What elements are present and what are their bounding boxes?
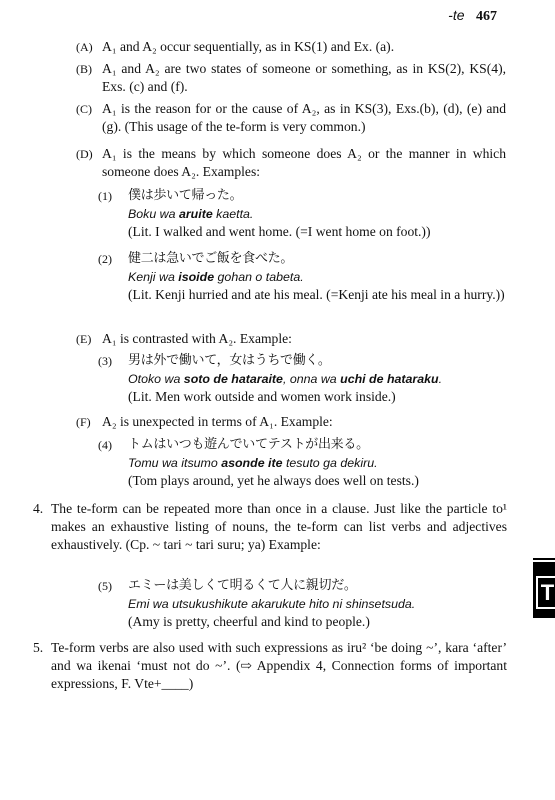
example-number: (4) — [98, 438, 112, 452]
item-text: A₁ is the reason for or the cause of A₂, as in KS(3), Exs.(b), (d), (e) and (g). (This usage of the te-form is very common.) — [102, 101, 506, 134]
example-translation: (Lit. Kenji hurried and ate his meal. (=Kenji ate his meal in a hurry.)) — [128, 287, 505, 302]
example-translation: (Lit. I walked and went home. (=I went home on foot.)) — [128, 224, 431, 239]
example-4 — [98, 436, 508, 490]
usage-item-d — [76, 145, 506, 181]
thumb-index-letter: T — [536, 576, 555, 609]
example-number: (5) — [98, 579, 112, 593]
header-section: -te — [448, 7, 465, 23]
example-romaji: Otoko wa soto de hataraite, onna wa uchi de hataraku. — [128, 372, 443, 386]
example-romaji: Boku wa aruite kaetta. — [128, 207, 254, 221]
item-label: (F) — [76, 415, 91, 429]
item-text: A₁ and A₂ are two states of someone or something, as in KS(2), KS(4), Exs. (c) and (f). — [102, 61, 506, 94]
example-japanese: エミーは美しくて明るくて人に親切だ。 — [128, 578, 357, 593]
example-romaji: Tomu wa itsumo asonde ite tesuto ga dekiru. — [128, 456, 378, 470]
usage-item-b — [76, 60, 506, 96]
grammar-point-4 — [33, 500, 507, 554]
example-number: (3) — [98, 354, 112, 368]
usage-item-e — [76, 330, 506, 348]
example-japanese: 僕は歩いて帰った。 — [128, 188, 243, 203]
usage-item-f — [76, 413, 506, 431]
example-romaji: Kenji wa isoide gohan o tabeta. — [128, 270, 304, 284]
grammar-point-5 — [33, 639, 507, 693]
example-3 — [98, 352, 508, 406]
item-text: A₁ is the means by which someone does A₂ or the manner in which someone does A₂. Examples: — [102, 146, 506, 179]
usage-item-a — [76, 38, 506, 56]
example-japanese: トムはいつも遊んでいてテストが出来る。 — [128, 437, 369, 452]
example-number: (2) — [98, 252, 112, 266]
item-text: A₂ is unexpected in terms of A₁. Example: — [102, 414, 333, 429]
usage-item-c — [76, 100, 506, 136]
page-number: 467 — [476, 9, 497, 24]
example-translation: (Tom plays around, yet he always does well on tests.) — [128, 473, 419, 488]
example-romaji: Emi wa utsukushikute akarukute hito ni shinsetsuda. — [128, 597, 416, 611]
point-text: The te-form can be repeated more than once in a clause. Just like the particle to¹ makes an exhaustive listing of nouns, the te-form can list verbs and adjectives exhaustively. (Cp. ~ tari ~ tari suru; ya) Example: — [51, 501, 507, 552]
example-number: (1) — [98, 189, 112, 203]
example-japanese: 男は外で働いて，女はうちで働く。 — [128, 353, 331, 368]
item-label: (B) — [76, 62, 92, 76]
example-translation: (Amy is pretty, cheerful and kind to people.) — [128, 614, 370, 629]
thumb-index-tab — [533, 564, 555, 618]
item-label: (A) — [76, 40, 93, 54]
example-translation: (Lit. Men work outside and women work inside.) — [128, 389, 396, 404]
item-text: A₁ is contrasted with A₂. Example: — [102, 331, 292, 346]
point-text: Te-form verbs are also used with such expressions as iru² ‘be doing ~’, kara ‘after’ and wa ikenai ‘must not do ~’. (⇨ Appendix 4, Connection forms of important expressions, F. Vte+____) — [51, 640, 507, 691]
example-5 — [98, 577, 508, 631]
point-number: 4. — [33, 501, 44, 516]
point-number: 5. — [33, 640, 44, 655]
item-label: (C) — [76, 102, 92, 116]
item-text: A₁ and A₂ occur sequentially, as in KS(1) and Ex. (a). — [102, 39, 395, 54]
example-2 — [98, 250, 508, 304]
example-japanese: 健二は急いでご飯を食べた。 — [128, 251, 294, 266]
item-label: (D) — [76, 147, 93, 161]
running-header — [448, 6, 497, 26]
example-1 — [98, 187, 508, 241]
item-label: (E) — [76, 332, 92, 346]
